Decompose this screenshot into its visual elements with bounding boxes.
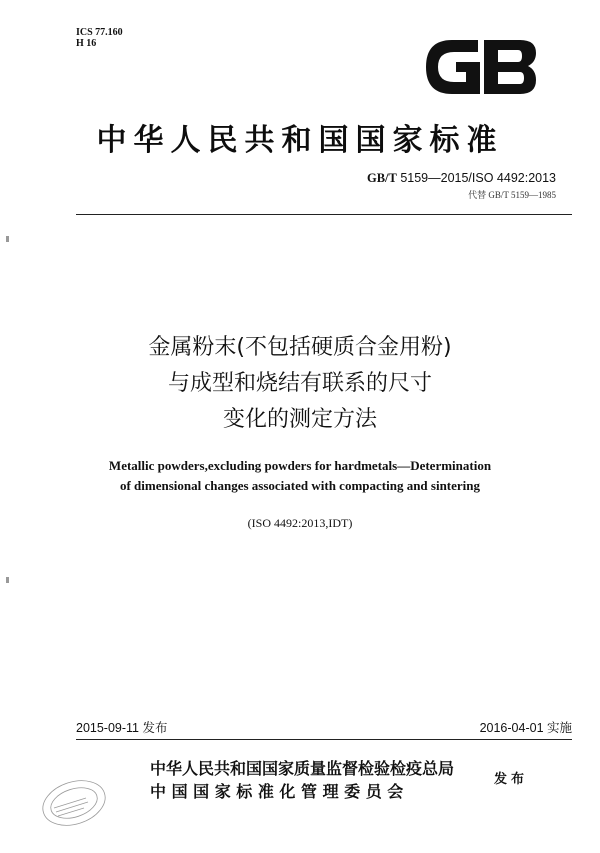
standard-code-prefix: GB/T [366, 171, 397, 185]
ics-code: ICS 77.160 [76, 27, 123, 38]
en-title-line-1: Metallic powders,excluding powders for hardmetals—Determination [108, 458, 492, 473]
replaces-standard: 代替 GB/T 5159—1985 [468, 190, 556, 200]
ccs-code: H 16 [76, 38, 97, 49]
issuer-line-1: 中华人民共和国国家质量监督检验检疫总局 [150, 759, 455, 778]
published-label: 发布 [494, 772, 529, 787]
anti-counterfeit-stamp-icon [38, 778, 110, 828]
standard-code [367, 171, 556, 186]
standard-body-title: 中华人民共和国国家标准 [96, 123, 504, 158]
cn-title-line-2: 与成型和烧结有联系的尺寸 [167, 371, 432, 396]
issue-date: 2015-09-11 发布 [76, 721, 168, 735]
standard-code-number: 5159—2015/ISO 4492:2013 [396, 171, 556, 185]
classification-codes [76, 27, 123, 49]
iso-reference: (ISO 4492:2013,IDT) [247, 516, 353, 530]
scan-mark [6, 577, 9, 583]
cn-title-line-3: 变化的测定方法 [222, 407, 377, 432]
issuer-line-2: 中 国 国 家 标 准 化 管 理 委 员 会 [150, 782, 404, 801]
header-divider [76, 214, 572, 215]
scan-mark [6, 236, 9, 242]
implementation-date: 2016-04-01 实施 [479, 721, 572, 735]
footer-divider [76, 739, 572, 740]
gb-logo-icon [424, 38, 538, 96]
en-title-line-2: of dimensional changes associated with compacting and sintering [119, 478, 481, 493]
cn-title-line-1: 金属粉末(不包括硬质合金用粉) [148, 335, 452, 360]
